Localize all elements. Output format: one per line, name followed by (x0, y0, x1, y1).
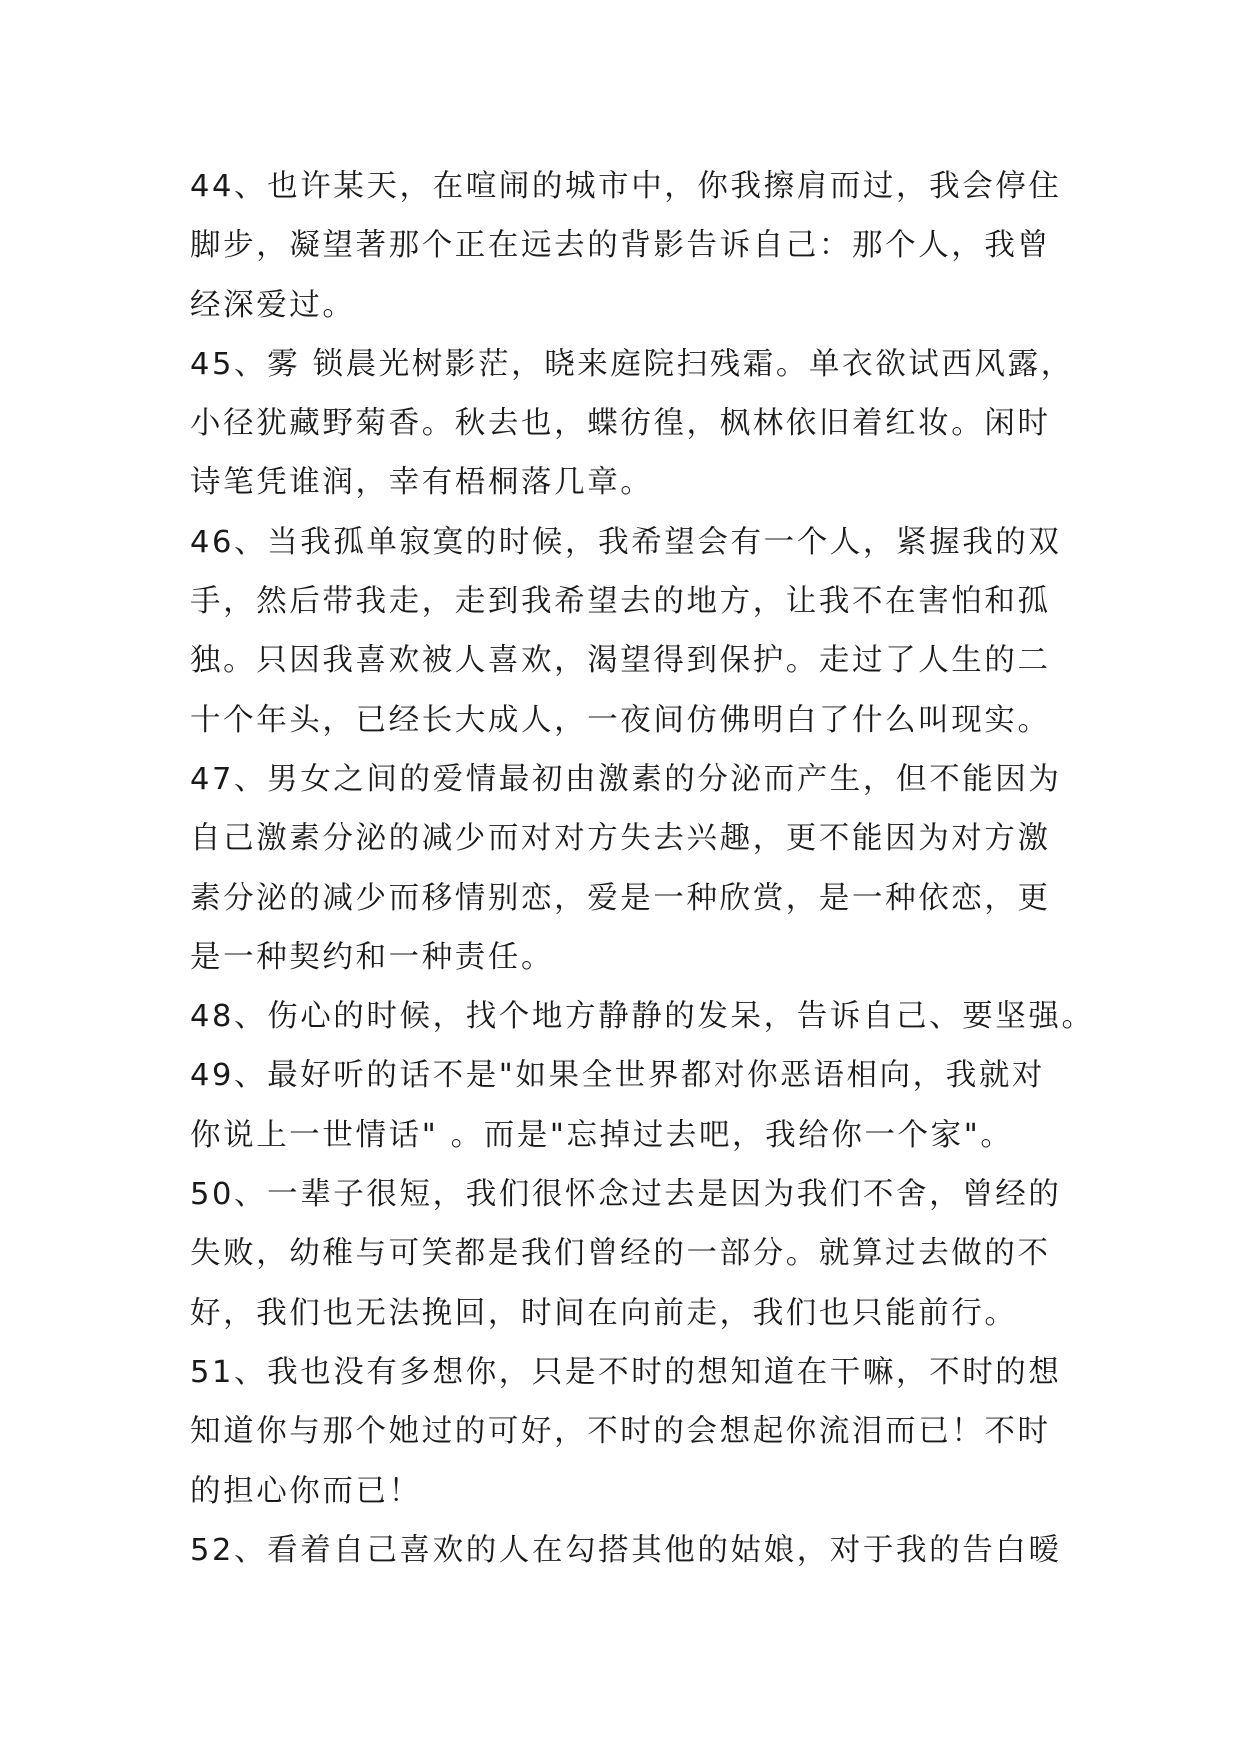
text-line: 46、当我孤单寂寞的时候，我希望会有一个人，紧握我的双 (190, 524, 1062, 560)
text-line: 50、一辈子很短，我们很怀念过去是因为我们不舍，曾经的 (190, 1177, 1062, 1213)
text-line: 49、最好听的话不是"如果全世界都对你恶语相向，我就对 (190, 1058, 1046, 1094)
text-line: 你说上一世情话" 。而是"忘掉过去吧，我给你一个家"。 (190, 1117, 1014, 1153)
text-line: 45、雾 锁晨光树影茫，晓来庭院扫残霜。单衣欲试西风露， (190, 346, 1074, 382)
text-line: 经深爱过。 (190, 287, 356, 323)
text-line: 是一种契约和一种责任。 (190, 939, 555, 975)
text-line: 47、男女之间的爱情最初由激素的分泌而产生，但不能因为 (190, 761, 1062, 797)
text-line: 48、伤心的时候，找个地方静静的发呆，告诉自己、要坚强。 (190, 999, 1095, 1035)
text-line: 的担心你而已！ (190, 1473, 422, 1509)
text-line: 52、看着自己喜欢的人在勾搭其他的姑娘，对于我的告白暧 (190, 1532, 1062, 1568)
text-line: 小径犹藏野菊香。秋去也，蝶彷徨，枫林依旧着红妆。闲时 (190, 406, 1051, 442)
text-line: 好，我们也无法挽回，时间在向前走，我们也只能前行。 (190, 1295, 1018, 1331)
text-line: 44、也许某天，在喧闹的城市中，你我擦肩而过，我会停住 (190, 169, 1062, 204)
text-line: 脚步，凝望著那个正在远去的背影告诉自己：那个人，我曾 (190, 228, 1051, 264)
text-line: 手，然后带我走，走到我希望去的地方，让我不在害怕和孤 (190, 584, 1051, 620)
text-line: 十个年头，已经长大成人，一夜间仿佛明白了什么叫现实。 (190, 702, 1051, 738)
text-line: 知道你与那个她过的可好，不时的会想起你流泪而已！不时 (190, 1414, 1051, 1450)
text-line: 51、我也没有多想你，只是不时的想知道在干嘛，不时的想 (190, 1354, 1062, 1390)
document-body (190, 157, 1095, 1580)
text-line: 诗笔凭谁润，幸有梧桐落几章。 (190, 465, 654, 501)
text-line: 独。只因我喜欢被人喜欢，渴望得到保护。走过了人生的二 (190, 643, 1051, 679)
text-line: 素分泌的减少而移情别恋，爱是一种欣赏，是一种依恋，更 (190, 880, 1051, 916)
text-line: 自己激素分泌的减少而对对方失去兴趣，更不能因为对方激 (190, 821, 1051, 857)
text-line: 失败，幼稚与可笑都是我们曾经的一部分。就算过去做的不 (190, 1236, 1051, 1272)
